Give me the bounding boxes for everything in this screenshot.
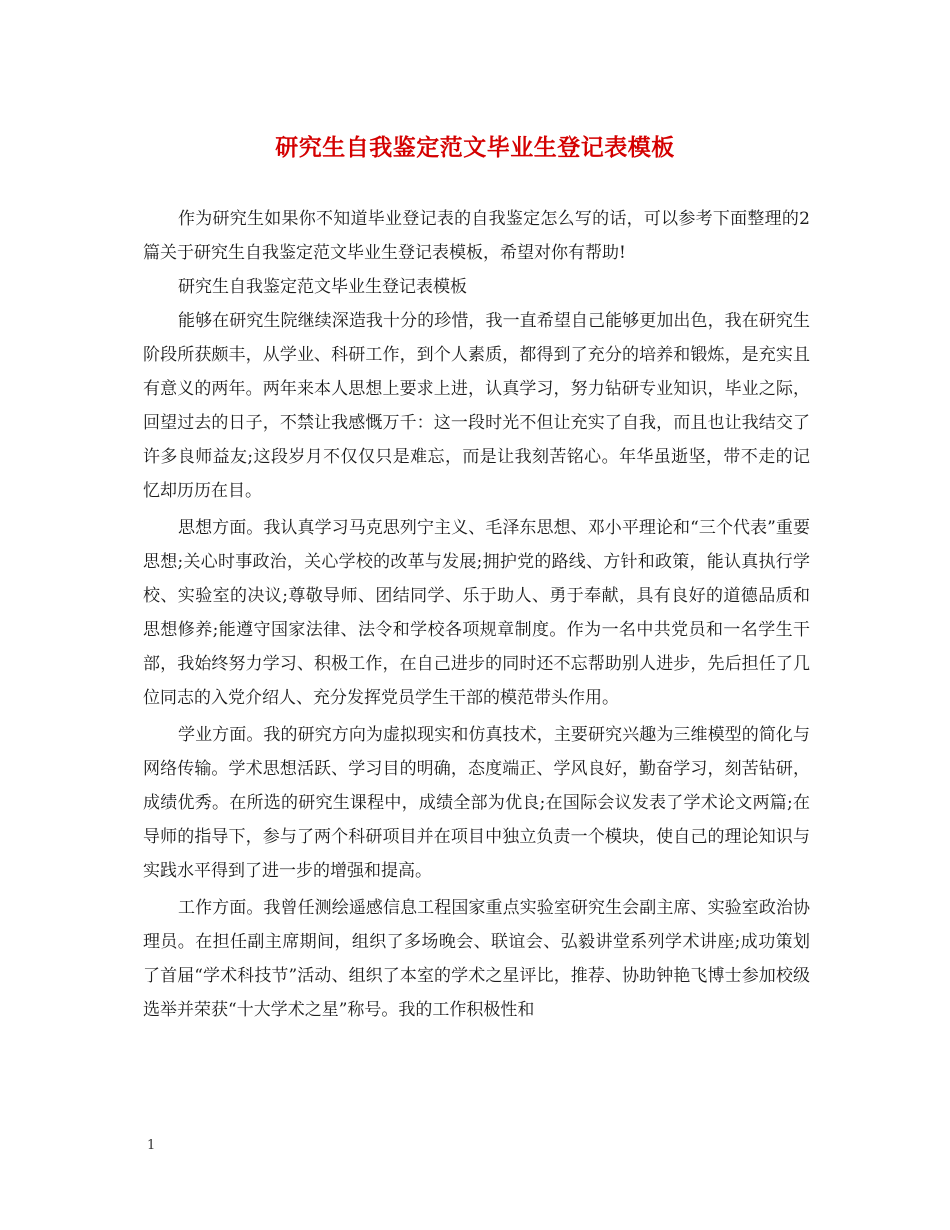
section-heading-paragraph: 研究生自我鉴定范文毕业生登记表模板 bbox=[178, 277, 467, 297]
body-paragraph-academics: 学业方面。我的研究方向为虚拟现实和仿真技术，主要研究兴趣为三维模型的简化与网络传输。学术思想活跃、学习目的明确，态度端正、学风良好，勤奋学习，刻苦钻研，成绩优秀。在所选的研究生课程中，成绩全部为优良;在国际会议发表了学术论文两篇;在导师的指导下，参与了两个科研项目并在项目中独立负责一个模块，使自己的理论知识与实践水平得到了进一步的增强和提高。 bbox=[143, 725, 810, 881]
page-number: 1 bbox=[147, 1138, 156, 1153]
document-title: 研究生自我鉴定范文毕业生登记表模板 bbox=[275, 134, 675, 161]
intro-paragraph: 作为研究生如果你不知道毕业登记表的自我鉴定怎么写的话，可以参考下面整理的2篇关于研究生自我鉴定范文毕业生登记表模板，希望对你有帮助! bbox=[143, 209, 810, 263]
document-body bbox=[143, 202, 810, 1030]
body-paragraph-overview: 能够在研究生院继续深造我十分的珍惜，我一直希望自己能够更加出色，我在研究生阶段所获颇丰，从学业、科研工作，到个人素质，都得到了充分的培养和锻炼，是充实且有意义的两年。两年来本人思想上要求上进，认真学习，努力钻研专业知识，毕业之际，回望过去的日子，不禁让我感慨万千：这一段时光不但让充实了自我，而且也让我结交了许多良师益友;这段岁月不仅仅只是难忘，而是让我刻苦铭心。年华虽逝坚，带不走的记忆却历历在目。 bbox=[143, 311, 810, 501]
body-paragraph-ideology: 思想方面。我认真学习马克思列宁主义、毛泽东思想、邓小平理论和“三个代表”重要思想;关心时事政治，关心学校的改革与发展;拥护党的路线、方针和政策，能认真执行学校、实验室的决议;尊敬导师、团结同学、乐于助人、勇于奉献，具有良好的道德品质和思想修养;能遵守国家法律、法令和学校各项规章制度。作为一名中共党员和一名学生干部，我始终努力学习、积极工作，在自己进步的同时还不忘帮助别人进步，先后担任了几位同志的入党介绍人、充分发挥党员学生干部的模范带头作用。 bbox=[143, 518, 810, 708]
body-paragraph-work: 工作方面。我曾任测绘遥感信息工程国家重点实验室研究生会副主席、实验室政治协理员。在担任副主席期间，组织了多场晚会、联谊会、弘毅讲堂系列学术讲座;成功策划了首届“学术科技节”活动、组织了本室的学术之星评比，推荐、协助钟艳飞博士参加校级选举并荣获“十大学术之星”称号。我的工作积极性和 bbox=[143, 898, 810, 1020]
